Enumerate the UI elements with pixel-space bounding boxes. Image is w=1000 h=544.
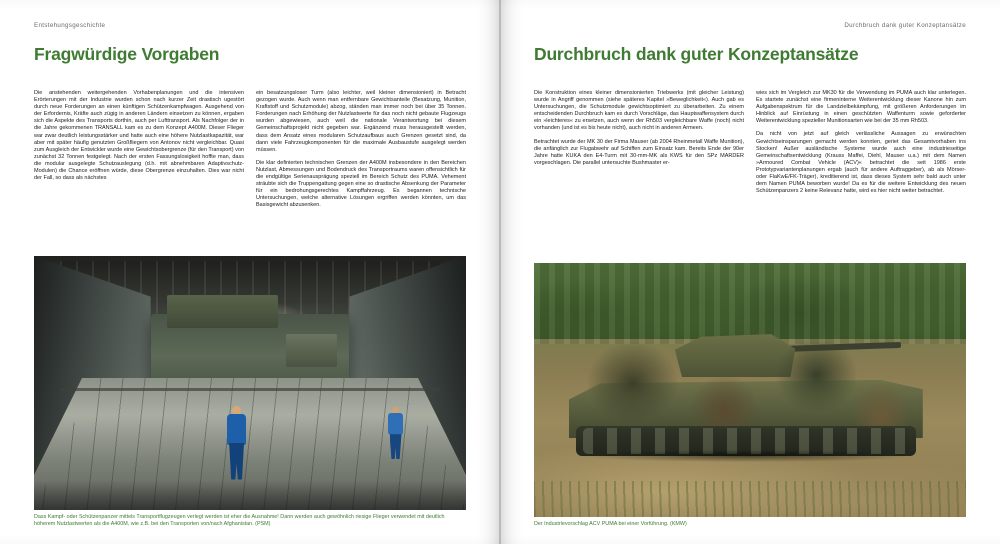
right-title-block bbox=[534, 44, 966, 90]
paragraph: Da nicht von jetzt auf gleich verlässliche Aussagen zu erwünschten Gewichtseinsparungen gemacht werden konnten, geriet das Gesamtvorhaben ins Stocken! Außer ausländische Systeme wurde auch eine industrieseitige Gemeinschaftsentwicklung (Krauss Maffei, Diehl, Mauser u.a.) mit dem Namen »Armoured Combat Vehicle (ACV)« betrachtet die seit 1986 erste Prototypvariantenplanungen ergab (auch für andere Auftraggeber), ab als Mörser- oder FlaKwE/FK-Träger), kreditierend ist, dass dieses System sehr bald auch unter dem Namen PUMA beworben wurde! Da es für die weitere Entwicklung des neuen Schützenpanzers 2 keine Relevanz hatte, wird es hier nicht weiter betrachtet. bbox=[756, 131, 966, 195]
paragraph: ein besatzungsloser Turm (also leichter, weil kleiner dimensioniert) in Betracht gezogen wurde. Auch wenn man entfernbare Gewichtsanteile (Besatzung, Munition, Kraftstoff und Schutzmodule) abzog, ständen man immer noch bei über 35 Tonnen. Forderungen nach Erhöhung der Nutzlastwerte für das noch nicht gebaute Flugzeugs wurden abgewiesen, auch weil die nationale Verantwortung bei diesem Gemeinschaftsprojekt nicht gegeben war. Ergänzend muss herausgestellt werden, dass dem Ansatz eines modularen Schutzaufbaus auch Grenzen gesetzt sind, da dann viele Fahrzeugkomponenten für die maximale Ausbaustufe ausgelegt werden müssen. bbox=[256, 90, 466, 153]
right-column-2 bbox=[756, 90, 966, 195]
acv-puma-vehicle bbox=[569, 332, 923, 459]
right-running-head: Durchbruch dank guter Konzeptansätze bbox=[844, 22, 966, 29]
acv-puma-photo bbox=[534, 263, 966, 517]
vehicle-shadow bbox=[583, 450, 909, 463]
person-legs bbox=[390, 434, 402, 459]
paragraph: Die anstehenden weitergehenden Vorhabenplanungen und die intensiven Erörterungen mit der Industrie wurden schon nach kurzer Zeit drastisch ugestört durch neue Forderungen an einen künftigen Schützenkampfwagen. Ausgehend von der Erfordernis, Kräfte auch zügig in anderen Ländern einsetzen zu können, ergaben sich die Aspekte des Transports dorthin, auch per Lufttransport. Als Nachfolger der in die Jahre gekommenen TRANSALL kam es zu dem Konzept A400M. Dieser Flieger war zwar deutlich leistungsstärker und hatte auch eine höhere Nutzlastkapazität, war aber mit später häufig genutzten Großfliegern von Antonov nicht vergleichbar. Quasi zum Ausgleich der Entwickler wurde eine Gewichtsobergrenze (für den Transport) von zunächst 32 Tonnen festgelegt. Nach der ersten Fassungslosigkeit hoffte man, dass die modular ausgelegte Schutzauslegung (d.h. mit abnehmbaren Adaptivschutz-Modulen) die Chance eröffnen würde, diese Obergrenze einzuhalten. Dies war nicht der Fall, so dass als nächstes bbox=[34, 90, 244, 182]
loading-ramp-edge bbox=[60, 388, 440, 391]
paragraph: Die klar definierten technischen Grenzen der A400M insbesondere in den Bereichen Nutzlast, Abmessungen und Bodendruck des Transportraums waren offensichtlich für die endgültige Serienausprägung speziell im Bereich Schutz des PUMA. Vehement sträubte sich die Truppengattung gegen eine so drastische Absenkung der Parameter für ein bedrohungsgerechtes Kampffahrzeug. Es begannen technische Untersuchungen, welche alternative Lösungen ergriffen werden könnten, um das Basisgewicht abzusenken. bbox=[256, 159, 466, 209]
right-page bbox=[500, 0, 1000, 544]
left-page-title: Fragwürdige Vorgaben bbox=[34, 44, 220, 64]
right-page-title: Durchbruch dank guter Konzeptansätze bbox=[534, 44, 859, 64]
paragraph: Betrachtet wurde der MK 30 der Firma Mauser (ab 2004 Rheinmetall Waffe Munition), die anfänglich zur Flugabwehr auf Schiffen zum Einsatz kam. Bereits Ende der 90er Jahre hatte KUKA den E4-Turm mit 30-mm-MK als KWS für den SPz MARDER vorgeschlagen. Die parallel untersuchte Bushmaster er- bbox=[534, 138, 744, 166]
right-text-columns bbox=[534, 90, 966, 195]
foreground-grass bbox=[534, 481, 966, 517]
cargo-bay-floor-shadow bbox=[34, 480, 466, 510]
book-gutter bbox=[499, 0, 501, 544]
second-person bbox=[386, 407, 406, 459]
right-column-1 bbox=[534, 90, 744, 195]
right-figure-caption: Der Industrievorschlag ACV PUMA bei einer Vorführung. (KMW) bbox=[534, 521, 687, 527]
person-torso bbox=[388, 413, 403, 435]
left-column-2 bbox=[256, 90, 466, 210]
cargo-bay-photo bbox=[34, 256, 466, 510]
left-text-columns bbox=[34, 90, 466, 210]
person-torso bbox=[227, 414, 246, 445]
ifv-hatch bbox=[286, 334, 338, 367]
right-figure bbox=[534, 263, 966, 528]
left-column-1 bbox=[34, 90, 244, 210]
left-running-head: Entstehungsgeschichte bbox=[34, 22, 106, 29]
paragraph: Die Konstruktion eines kleiner dimensionierten Triebwerks (mit gleicher Leistung) wurde in Angriff genommen (siehe späteres Kapitel »Beweglichkeit«). Auch gab es Untersuchungen, die Schutzmodule gewichtsoptimiert zu überarbeiten. Zu einem entscheidenden Durchbruch kam es durch Vorschläge, das Hauptwaffensystem durch ein »leichteres« zu ersetzen, auch wenn der Rh503 vergleichbare Waffe (noch) nicht vorhanden (und ist es bis heute nicht), auch nicht in anderen Armeen. bbox=[534, 90, 744, 132]
left-figure bbox=[34, 256, 466, 528]
loadmaster-person bbox=[224, 406, 250, 480]
left-title-block bbox=[34, 44, 466, 90]
person-legs bbox=[229, 443, 244, 480]
left-figure-caption: Dass Kampf- oder Schützenpanzer mittels Transportflugzeugen verlegt werden ist eher die Ausnahme! Dann werden auch gewöhnlich riesige Flieger verwendet mit deutlich höherem Nutzlastwerten als die A400M, wie z.B. bei den Transporten von/nach Afghanistan. (PSM) bbox=[34, 514, 445, 527]
paragraph: wies sich im Vergleich zur MK30 für die Verwendung im PUMA auch klar unterlegen. Es startete zunächst eine firmeninterne Weiterentwicklung dieser Kanone hin zum Aufgabenspektrum für die Landzielbekämpfung, mit größeren Anforderungen im Hinblick auf Einrüstung in einen geschützten Waffenturm sowie geforderter Weiterentwicklung spezieller Munitionsarten wie bei der 35 mm Rh503. bbox=[756, 90, 966, 125]
